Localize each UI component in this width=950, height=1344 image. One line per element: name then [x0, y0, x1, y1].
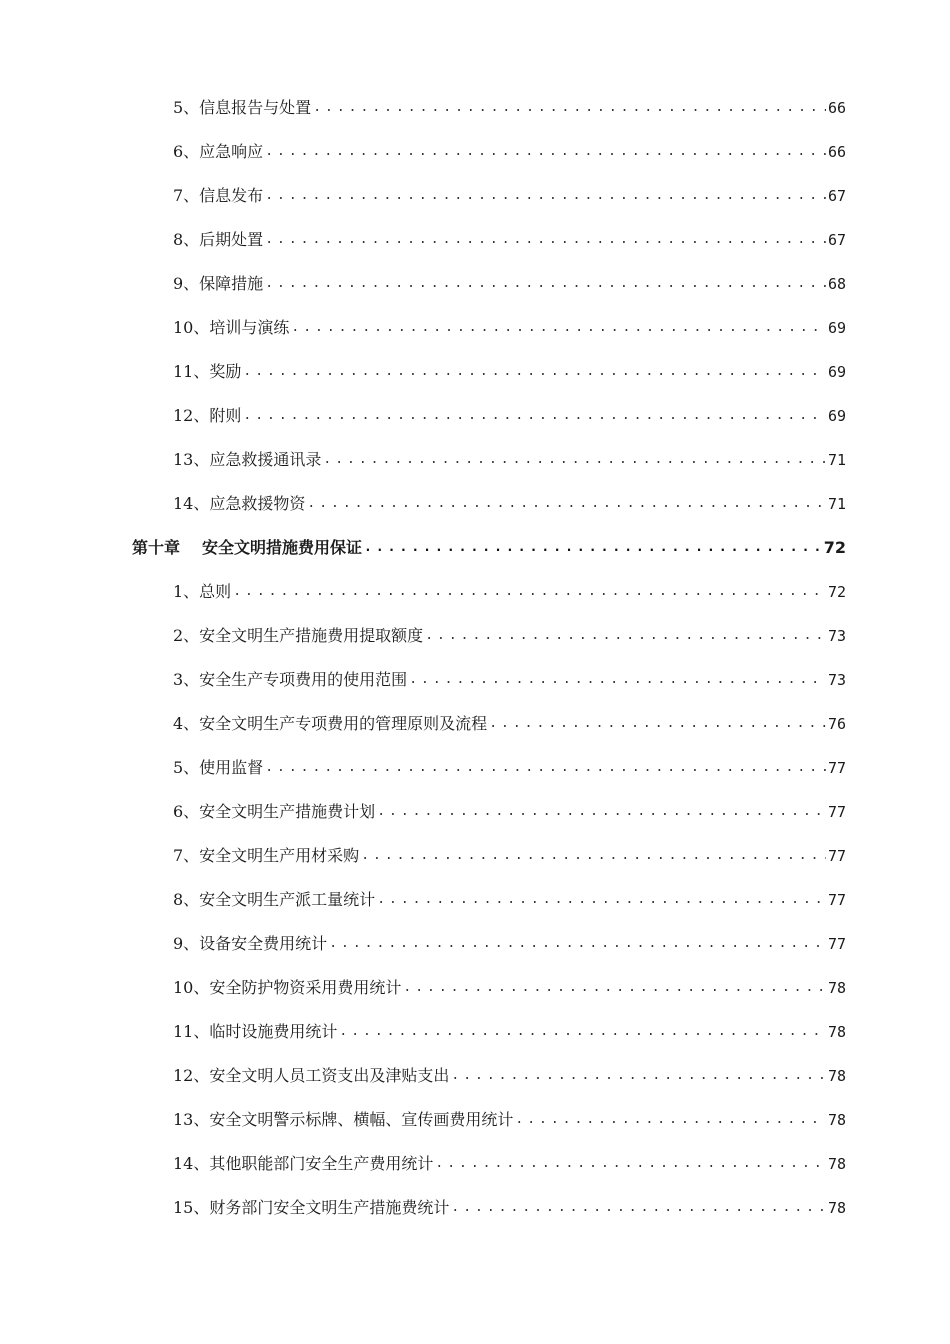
toc-entry-page: 78	[827, 1111, 846, 1129]
dot-leader	[321, 438, 826, 482]
toc-entry-page: 78	[827, 1155, 846, 1173]
toc-entry[interactable]	[0, 922, 950, 966]
toc-entry-page: 71	[827, 495, 846, 513]
dot-leader	[263, 174, 826, 218]
chapter-number: 第十章	[132, 538, 181, 557]
toc-entry[interactable]	[0, 1098, 950, 1142]
toc-entry-title: 9、设备安全费用统计	[173, 934, 328, 953]
dot-leader	[449, 1054, 826, 1098]
dot-leader	[241, 350, 826, 394]
toc-entry[interactable]	[0, 438, 950, 482]
chapter-page: 72	[823, 538, 846, 557]
toc-entry[interactable]	[0, 878, 950, 922]
toc-entry[interactable]	[0, 482, 950, 526]
toc-entry-title: 5、信息报告与处置	[173, 98, 312, 117]
dot-leader	[375, 790, 826, 834]
toc-entry[interactable]	[0, 658, 950, 702]
toc-entry-title: 10、安全防护物资采用费用统计	[173, 978, 402, 997]
toc-entry-title: 12、安全文明人员工资支出及津贴支出	[173, 1066, 450, 1085]
dot-leader	[423, 614, 826, 658]
toc-entry-page: 68	[827, 275, 846, 293]
dot-leader	[487, 702, 826, 746]
toc-entry-title: 13、安全文明警示标牌、横幅、宣传画费用统计	[173, 1110, 514, 1129]
dot-leader	[362, 526, 824, 570]
toc-entry-page: 78	[827, 979, 846, 997]
toc-entry-page: 67	[827, 187, 846, 205]
toc-entry-page: 73	[827, 671, 846, 689]
toc-entry-page: 71	[827, 451, 846, 469]
dot-leader	[289, 306, 826, 350]
toc-entry-page: 66	[827, 143, 846, 161]
toc-entry-page: 69	[827, 407, 846, 425]
toc-entry-title: 2、安全文明生产措施费用提取额度	[173, 626, 424, 645]
toc-entry-title: 5、使用监督	[173, 758, 264, 777]
toc-entry-title: 10、培训与演练	[173, 318, 290, 337]
toc-entry-page: 69	[827, 363, 846, 381]
toc-entry-page: 77	[827, 759, 846, 777]
toc-entry-title: 6、安全文明生产措施费计划	[173, 802, 376, 821]
toc-entry-page: 72	[827, 583, 846, 601]
toc-entry[interactable]	[0, 1142, 950, 1186]
toc-entry-title: 13、应急救援通讯录	[173, 450, 322, 469]
toc-entry-page: 67	[827, 231, 846, 249]
toc-chapter-entry[interactable]	[0, 526, 950, 570]
toc-entry-title: 1、总则	[173, 582, 232, 601]
toc-entry[interactable]	[0, 306, 950, 350]
toc-entry[interactable]	[0, 130, 950, 174]
toc-entry-title: 8、后期处置	[173, 230, 264, 249]
dot-leader	[359, 834, 826, 878]
toc-entry[interactable]	[0, 350, 950, 394]
toc-entry-page: 77	[827, 935, 846, 953]
toc-entry[interactable]	[0, 790, 950, 834]
dot-leader	[231, 570, 826, 614]
toc-entry-title: 14、应急救援物资	[173, 494, 306, 513]
toc-entry-title: 12、附则	[173, 406, 242, 425]
toc-entry[interactable]	[0, 262, 950, 306]
toc-entry-title: 6、应急响应	[173, 142, 264, 161]
toc-entry[interactable]	[0, 702, 950, 746]
table-of-contents	[0, 86, 950, 1230]
toc-entry-title: 3、安全生产专项费用的使用范围	[173, 670, 408, 689]
toc-entry[interactable]	[0, 1010, 950, 1054]
toc-entry[interactable]	[0, 570, 950, 614]
toc-entry-title: 8、安全文明生产派工量统计	[173, 890, 376, 909]
toc-entry[interactable]	[0, 394, 950, 438]
toc-entry-page: 78	[827, 1199, 846, 1217]
toc-entry[interactable]	[0, 174, 950, 218]
dot-leader	[401, 966, 826, 1010]
toc-entry[interactable]	[0, 614, 950, 658]
toc-entry-title: 9、保障措施	[173, 274, 264, 293]
toc-entry-page: 69	[827, 319, 846, 337]
dot-leader	[263, 746, 826, 790]
toc-entry[interactable]	[0, 746, 950, 790]
toc-entry-page: 73	[827, 627, 846, 645]
dot-leader	[337, 1010, 826, 1054]
toc-entry[interactable]	[0, 1054, 950, 1098]
dot-leader	[263, 218, 826, 262]
dot-leader	[327, 922, 826, 966]
dot-leader	[433, 1142, 826, 1186]
toc-entry[interactable]	[0, 966, 950, 1010]
dot-leader	[375, 878, 826, 922]
dot-leader	[305, 482, 826, 526]
dot-leader	[311, 86, 826, 130]
toc-entry-page: 66	[827, 99, 846, 117]
toc-entry-title: 7、信息发布	[173, 186, 264, 205]
toc-entry-title: 15、财务部门安全文明生产措施费统计	[173, 1198, 450, 1217]
toc-entry-page: 77	[827, 891, 846, 909]
toc-entry[interactable]	[0, 218, 950, 262]
dot-leader	[263, 262, 826, 306]
toc-entry-title: 11、奖励	[173, 362, 242, 381]
toc-entry-title: 7、安全文明生产用材采购	[173, 846, 360, 865]
dot-leader	[407, 658, 826, 702]
toc-entry[interactable]	[0, 834, 950, 878]
toc-entry-page: 77	[827, 803, 846, 821]
toc-entry-title: 4、安全文明生产专项费用的管理原则及流程	[173, 714, 488, 733]
toc-entry[interactable]	[0, 86, 950, 130]
toc-entry-title: 11、临时设施费用统计	[173, 1022, 338, 1041]
toc-entry-page: 78	[827, 1067, 846, 1085]
dot-leader	[263, 130, 826, 174]
chapter-title: 安全文明措施费用保证	[202, 538, 363, 557]
toc-entry-page: 78	[827, 1023, 846, 1041]
toc-entry-title: 14、其他职能部门安全生产费用统计	[173, 1154, 434, 1173]
toc-entry-page: 76	[827, 715, 846, 733]
dot-leader	[241, 394, 826, 438]
dot-leader	[449, 1186, 826, 1230]
toc-entry[interactable]	[0, 1186, 950, 1230]
toc-entry-page: 77	[827, 847, 846, 865]
dot-leader	[513, 1098, 826, 1142]
